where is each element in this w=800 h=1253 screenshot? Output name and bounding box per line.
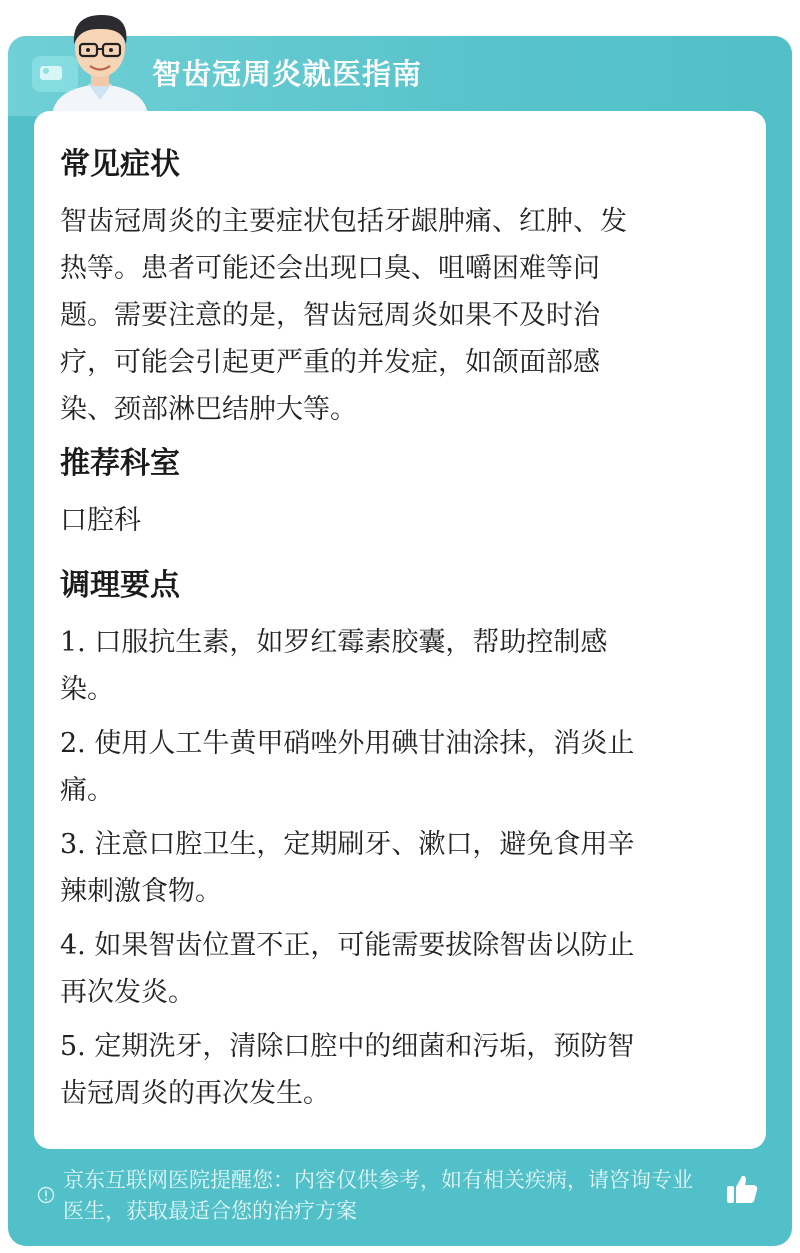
item-number: 4. (60, 930, 86, 961)
care-heading: 调理要点 (60, 568, 180, 603)
department-value: 口腔科 (60, 505, 141, 536)
item-number: 2. (60, 728, 86, 759)
symptoms-line: 热等。患者可能还会出现口臭、咀嚼困难等问 (60, 253, 600, 284)
item-number: 5. (60, 1031, 86, 1062)
item-text: 再次发炎。 (60, 977, 195, 1008)
item-text: 齿冠周炎的再次发生。 (60, 1078, 330, 1109)
care-item (60, 619, 730, 713)
page-title: 智齿冠周炎就医指南 (152, 57, 423, 91)
item-text: 辣刺激食物。 (60, 876, 222, 907)
info-icon (37, 1186, 55, 1204)
disclaimer-line: 医生，获取最适合您的治疗方案 (63, 1199, 357, 1223)
department-heading: 推荐科室 (60, 446, 180, 481)
care-item (60, 821, 730, 915)
item-text: 痛。 (60, 775, 114, 806)
symptoms-text (60, 198, 730, 433)
symptoms-line: 染、颈部淋巴结肿大等。 (60, 394, 357, 425)
item-text: 使用人工牛黄甲硝唑外用碘甘油涂抹，消炎止 (85, 728, 635, 759)
symptoms-line: 智齿冠周炎的主要症状包括牙龈肿痛、红肿、发 (60, 206, 627, 237)
symptoms-line: 疗，可能会引起更严重的并发症，如颌面部感 (60, 347, 600, 378)
thumbs-up-icon[interactable] (725, 1172, 759, 1206)
symptoms-line: 题。需要注意的是，智齿冠周炎如果不及时治 (60, 300, 600, 331)
item-text: 口服抗生素，如罗红霉素胶囊，帮助控制感 (85, 627, 608, 658)
item-text: 注意口腔卫生，定期刷牙、漱口，避免食用辛 (85, 829, 635, 860)
care-item (60, 1023, 730, 1117)
item-number: 1. (60, 627, 86, 658)
doctor-avatar (44, 4, 156, 116)
care-item (60, 720, 730, 814)
item-text: 如果智齿位置不正，可能需要拔除智齿以防止 (85, 930, 635, 961)
item-number: 3. (60, 829, 86, 860)
disclaimer-line: 京东互联网医院提醒您：内容仅供参考，如有相关疾病，请咨询专业 (63, 1168, 693, 1192)
item-text: 染。 (60, 674, 114, 705)
item-text: 定期洗牙，清除口腔中的细菌和污垢，预防智 (85, 1031, 635, 1062)
disclaimer-text (63, 1165, 733, 1227)
care-item (60, 922, 730, 1016)
symptoms-heading: 常见症状 (60, 147, 180, 182)
